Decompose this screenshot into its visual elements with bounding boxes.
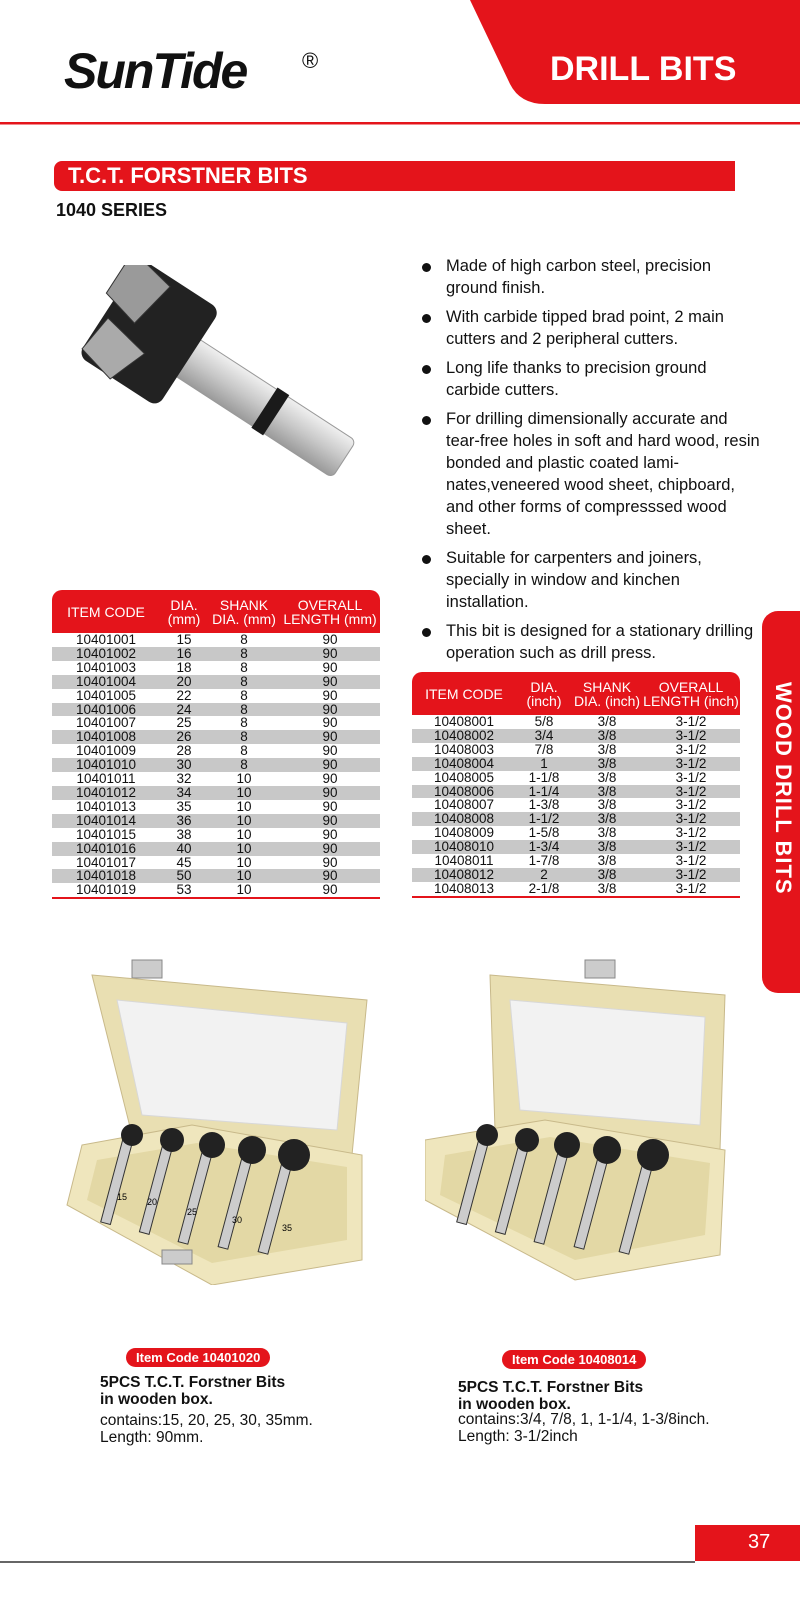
table-cell: 10401009 (75, 743, 137, 759)
table-cell: 10408002 (412, 729, 516, 743)
table-cell: 10 (208, 786, 280, 800)
table-row (412, 868, 740, 882)
table-cell: 10408012 (412, 868, 516, 882)
table-cell: 3/8 (597, 797, 617, 813)
brand-logo: SunTide (64, 43, 247, 99)
table-cell: 3/8 (597, 853, 617, 869)
forstner-bit-image (78, 265, 388, 495)
table-cell: 10401001 (75, 632, 137, 647)
table-cell: 3/8 (572, 729, 642, 743)
table-cell: 10408005 (433, 769, 495, 785)
table-cell: 5/8 (534, 714, 554, 729)
table-cell: 3-1/2 (675, 853, 707, 869)
table-cell: 10 (236, 882, 252, 898)
table-cell: 8 (240, 687, 248, 703)
table-cell: 1-1/8 (528, 769, 560, 785)
section-title: T.C.T. FORSTNER BITS (68, 163, 308, 188)
table-cell: 10 (236, 771, 252, 787)
table-cell: 38 (176, 826, 192, 842)
table-cell: 8 (240, 632, 248, 647)
series-label: 1040 SERIES (56, 200, 168, 220)
table-cell: 3-1/2 (642, 757, 740, 771)
col-header-shank-dia: SHANK DIA. (mm) (208, 590, 280, 633)
table-row (412, 840, 740, 854)
table-row (412, 854, 740, 868)
table-row (412, 757, 740, 771)
item-code-badge: Item Code 10408014 (502, 1350, 646, 1369)
table-cell: 3/8 (597, 880, 617, 896)
table-row (52, 758, 380, 772)
table-row (52, 856, 380, 870)
table-cell: 90 (322, 687, 338, 703)
table-cell: 90 (322, 826, 338, 842)
table-cell: 90 (280, 786, 380, 800)
table-cell: 50 (160, 869, 208, 883)
table-cell: 90 (280, 703, 380, 717)
table-cell: 28 (176, 743, 192, 759)
size-label: 25 (187, 1207, 198, 1217)
table-cell: 1-1/4 (516, 785, 572, 799)
col-header-overall-length: OVERALL LENGTH (mm) (280, 590, 380, 633)
table-cell: 24 (160, 703, 208, 717)
table-row (52, 730, 380, 744)
table-cell: 3/8 (572, 812, 642, 826)
table-cell: 3-1/2 (675, 714, 707, 729)
table-cell: 10 (236, 854, 252, 870)
table-cell: 20 (160, 675, 208, 689)
footer-rule (0, 1561, 695, 1563)
table-cell: 10401017 (75, 854, 137, 870)
table-cell: 1-3/4 (516, 840, 572, 854)
table-row (52, 800, 380, 814)
table-cell: 3-1/2 (675, 797, 707, 813)
table-cell: 35 (176, 798, 192, 814)
table-row (52, 814, 380, 828)
table-cell: 10401012 (52, 786, 160, 800)
table-cell: 1-5/8 (528, 825, 560, 841)
table-cell: 10401002 (52, 647, 160, 661)
table-cell: 3/8 (597, 741, 617, 757)
table-cell: 10408008 (412, 812, 516, 826)
wooden-box-set-inch-image (425, 955, 745, 1285)
wooden-box-set-mm-image (62, 955, 382, 1285)
table-cell: 8 (208, 675, 280, 689)
table-row (52, 869, 380, 883)
table-cell: 3-1/2 (642, 812, 740, 826)
table-cell: 10401008 (52, 730, 160, 744)
table-row (52, 883, 380, 898)
item-code-badge: Item Code 10401020 (126, 1348, 270, 1367)
table-row (412, 729, 740, 743)
table-cell: 3-1/2 (642, 729, 740, 743)
col-header-item-code: ITEM CODE (412, 672, 516, 715)
table-cell: 1 (516, 757, 572, 771)
set-title-line2: in wooden box. (100, 1391, 213, 1408)
table-cell: 3/4 (516, 729, 572, 743)
table-cell: 8 (240, 659, 248, 675)
table-cell: 16 (160, 647, 208, 661)
table-cell: 10401015 (75, 826, 137, 842)
table-row (52, 689, 380, 703)
table-cell: 25 (176, 715, 192, 731)
table-cell: 10408010 (412, 840, 516, 854)
table-cell: 10408007 (433, 797, 495, 813)
table-cell: 36 (160, 814, 208, 828)
set-title-line1: 5PCS T.C.T. Forstner Bits (100, 1374, 286, 1391)
table-cell: 90 (322, 632, 338, 647)
feature-item: Suitable for carpenters and joiners, specially in window and kinchen installation. (420, 547, 760, 613)
table-row (412, 743, 740, 757)
table-cell: 40 (160, 842, 208, 856)
set-length: Length: 3-1/2inch (458, 1428, 578, 1445)
table-cell: 8 (208, 647, 280, 661)
feature-item: Long life thanks to precision ground carbide cutters. (420, 357, 760, 401)
table-row (52, 716, 380, 730)
table-cell: 90 (322, 715, 338, 731)
size-label: 35 (282, 1223, 293, 1233)
table-cell: 1-3/8 (528, 797, 560, 813)
table-cell: 3/8 (572, 757, 642, 771)
col-header-overall-length: OVERALL LENGTH (inch) (642, 672, 740, 715)
table-cell: 53 (176, 882, 192, 898)
table-row (412, 826, 740, 840)
set-title-line1: 5PCS T.C.T. Forstner Bits (458, 1379, 644, 1396)
table-cell: 90 (322, 882, 338, 898)
table-row (52, 842, 380, 856)
table-cell: 1-1/2 (516, 812, 572, 826)
table-cell: 10 (208, 814, 280, 828)
table-cell: 10401007 (75, 715, 137, 731)
table-cell: 8 (208, 758, 280, 772)
table-cell: 3-1/2 (642, 840, 740, 854)
registered-mark: ® (302, 48, 319, 73)
set-contains: contains:3/4, 7/8, 1, 1-1/4, 1-3/8inch. (458, 1411, 710, 1428)
table-cell: 22 (176, 687, 192, 703)
page-number: 37 (748, 1531, 771, 1553)
table-row (412, 771, 740, 785)
table-cell: 34 (160, 786, 208, 800)
spec-table-mm (52, 590, 380, 899)
set-title-line2: in wooden box. (458, 1396, 571, 1413)
col-header-dia: DIA. (mm) (160, 590, 208, 633)
table-cell: 8 (208, 703, 280, 717)
table-row (412, 812, 740, 826)
table-cell: 2-1/8 (528, 880, 560, 896)
table-cell: 90 (280, 842, 380, 856)
category-title: DRILL BITS (550, 50, 737, 88)
table-cell: 10401003 (75, 659, 137, 675)
table-cell: 3/8 (572, 840, 642, 854)
table-cell: 90 (322, 743, 338, 759)
table-cell: 32 (176, 771, 192, 787)
table-cell: 10408003 (433, 741, 495, 757)
table-cell: 10401006 (52, 703, 160, 717)
table-row (52, 703, 380, 717)
feature-item: This bit is designed for a stationary drilling operation such as drill press. (420, 620, 760, 664)
table-cell: 10401013 (75, 798, 137, 814)
table-cell: 10408001 (433, 714, 495, 729)
table-cell: 90 (280, 869, 380, 883)
set-contains: contains:15, 20, 25, 30, 35mm. (100, 1412, 313, 1429)
table-row (412, 785, 740, 799)
table-cell: 90 (322, 854, 338, 870)
table-row (52, 647, 380, 661)
table-cell: 10401019 (75, 882, 137, 898)
table-cell: 90 (322, 771, 338, 787)
table-row (52, 744, 380, 758)
table-cell: 3-1/2 (675, 825, 707, 841)
table-cell: 18 (176, 659, 192, 675)
table-cell: 90 (280, 675, 380, 689)
set-length: Length: 90mm. (100, 1429, 204, 1446)
table-cell: 10 (236, 826, 252, 842)
table-cell: 10401004 (52, 675, 160, 689)
table-cell: 1-7/8 (528, 853, 560, 869)
size-label: 15 (117, 1192, 128, 1202)
table-cell: 10408013 (433, 880, 495, 896)
table-cell: 3/8 (597, 825, 617, 841)
table-row (412, 798, 740, 812)
feature-item: Made of high carbon steel, precision ground finish. (420, 255, 760, 299)
table-cell: 10401011 (76, 771, 136, 787)
table-cell: 8 (240, 715, 248, 731)
table-cell: 10401014 (52, 814, 160, 828)
table-cell: 3/8 (597, 714, 617, 729)
table-cell: 2 (516, 868, 572, 882)
table-cell: 3/8 (597, 769, 617, 785)
table-cell: 8 (208, 730, 280, 744)
table-cell: 10408009 (433, 825, 495, 841)
table-row (52, 772, 380, 786)
table-cell: 7/8 (534, 741, 554, 757)
feature-item: For drilling dimensionally accurate and tear-free holes in soft and hard wood, resin bonded and plastic coated lami-nates,veneered wood sheet, chipboard, and other forms of compresssed wood sheet. (420, 408, 760, 540)
table-cell: 3-1/2 (675, 769, 707, 785)
table-cell: 10 (208, 842, 280, 856)
table-cell: 10401018 (52, 869, 160, 883)
table-row (52, 828, 380, 842)
table-cell: 90 (322, 798, 338, 814)
side-category-label: WOOD DRILL BITS (771, 682, 796, 895)
feature-list (420, 255, 760, 671)
table-cell: 10401005 (75, 687, 137, 703)
table-cell: 90 (280, 730, 380, 744)
table-row (412, 882, 740, 897)
table-cell: 15 (176, 632, 192, 647)
col-header-shank-dia: SHANK DIA. (inch) (572, 672, 642, 715)
col-header-item-code: ITEM CODE (52, 590, 160, 633)
table-cell: 10401016 (52, 842, 160, 856)
table-row (52, 633, 380, 647)
table-cell: 90 (322, 659, 338, 675)
table-cell: 10408011 (434, 853, 494, 869)
table-cell: 3-1/2 (675, 880, 707, 896)
table-row (52, 675, 380, 689)
table-cell: 3/8 (572, 785, 642, 799)
table-cell: 90 (280, 814, 380, 828)
table-cell: 10 (236, 798, 252, 814)
col-header-dia: DIA. (inch) (516, 672, 572, 715)
table-cell: 8 (240, 743, 248, 759)
table-cell: 10 (208, 869, 280, 883)
feature-item: With carbide tipped brad point, 2 main cutters and 2 peripheral cutters. (420, 306, 760, 350)
table-cell: 3-1/2 (642, 785, 740, 799)
table-cell: 45 (176, 854, 192, 870)
table-row (52, 661, 380, 675)
table-cell: 10401010 (52, 758, 160, 772)
table-cell: 3-1/2 (642, 868, 740, 882)
table-cell: 90 (280, 647, 380, 661)
table-cell: 30 (160, 758, 208, 772)
table-row (52, 786, 380, 800)
size-label: 30 (232, 1215, 243, 1225)
spec-table-inch (412, 672, 740, 898)
size-label: 20 (147, 1197, 158, 1207)
table-cell: 3/8 (572, 868, 642, 882)
table-cell: 90 (280, 758, 380, 772)
table-cell: 3-1/2 (675, 741, 707, 757)
table-cell: 10408006 (412, 785, 516, 799)
table-row (412, 715, 740, 729)
table-cell: 10408004 (412, 757, 516, 771)
table-cell: 26 (160, 730, 208, 744)
